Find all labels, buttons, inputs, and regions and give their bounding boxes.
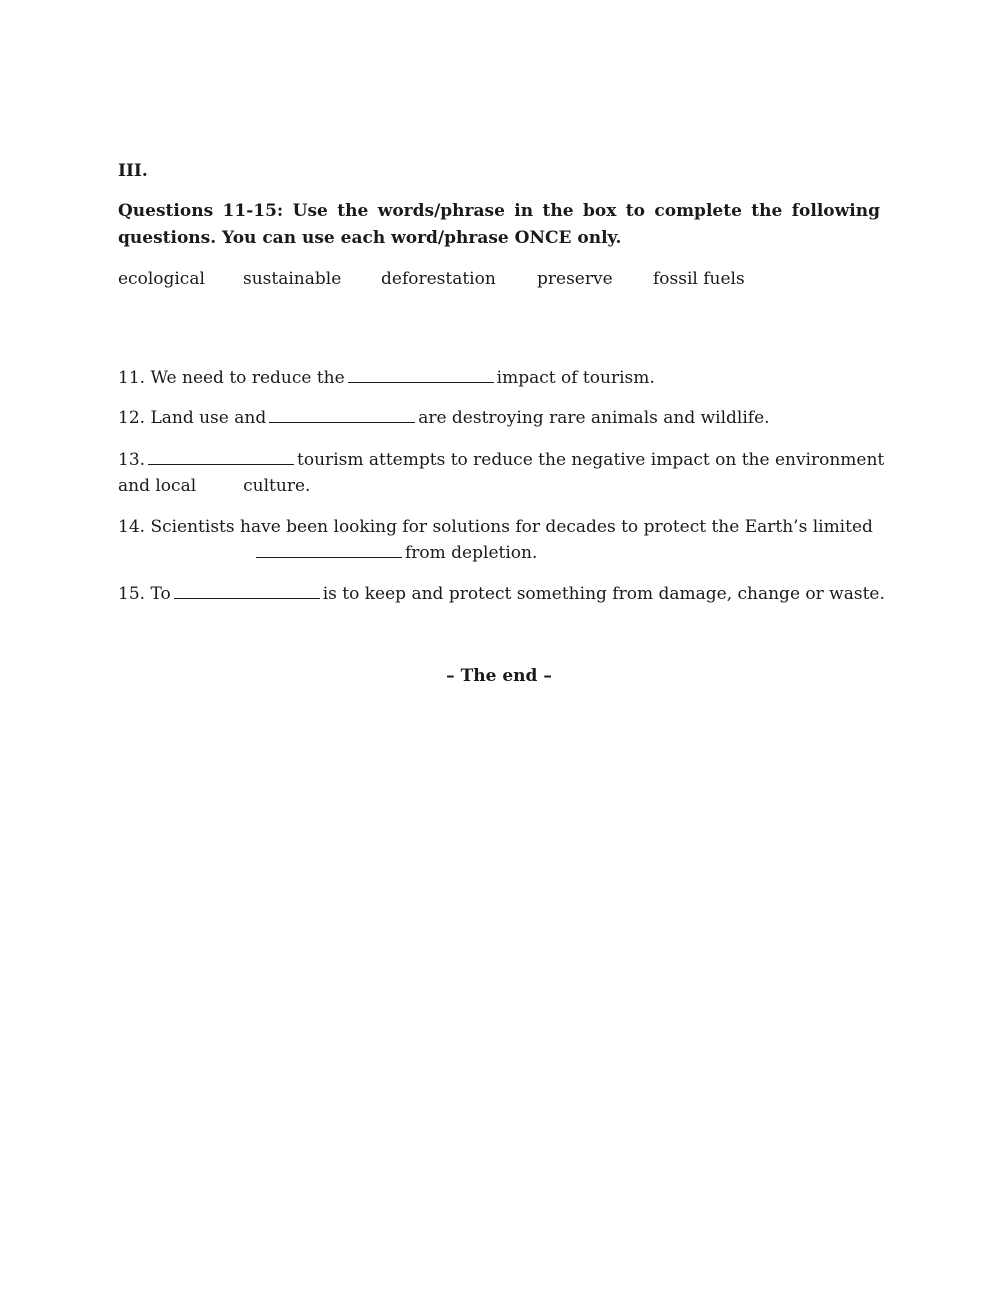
answer-blank-13[interactable]: [148, 450, 294, 465]
word-sustainable: sustainable: [243, 269, 342, 289]
question-11: [118, 365, 655, 391]
word-deforestation: deforestation: [381, 269, 496, 289]
word-fossil-fuels: fossil fuels: [653, 269, 745, 289]
answer-blank-12[interactable]: [269, 408, 415, 423]
instructions: Questions 11-15: Use the words/phrase in the box to complete the following questions. You can use each word/phrase ONCE only.: [118, 201, 880, 248]
question-13-line2b: culture.: [243, 476, 311, 496]
question-13-before: 13.: [118, 450, 146, 470]
question-14: [118, 514, 873, 540]
question-15-after: is to keep and protect something from damage, change or waste.: [322, 584, 885, 604]
question-13-line2a: and local: [118, 476, 197, 496]
word-ecological: ecological: [118, 269, 205, 289]
the-end-footer: – The end –: [446, 666, 552, 686]
question-14-line2: [253, 540, 537, 566]
word-preserve: preserve: [537, 269, 613, 289]
question-13: [118, 447, 884, 473]
question-14-line1: 14. Scientists have been looking for solutions for decades to protect the Earth’s limited: [118, 517, 873, 537]
question-12-after: are destroying rare animals and wildlife.: [418, 408, 770, 428]
question-11-before: 11. We need to reduce the: [118, 368, 345, 388]
answer-blank-14[interactable]: [256, 543, 402, 558]
question-11-after: impact of tourism.: [496, 368, 655, 388]
answer-blank-11[interactable]: [348, 368, 494, 383]
answer-blank-15[interactable]: [174, 584, 320, 599]
question-15-before: 15. To: [118, 584, 171, 604]
question-12-before: 12. Land use and: [118, 408, 267, 428]
section-number: III.: [118, 161, 148, 181]
question-13-after: tourism attempts to reduce the negative impact on the environment: [297, 450, 885, 470]
question-14-after: from depletion.: [405, 543, 538, 563]
question-13-line2: [118, 473, 310, 499]
question-12: [118, 405, 770, 431]
question-15: [118, 581, 885, 607]
